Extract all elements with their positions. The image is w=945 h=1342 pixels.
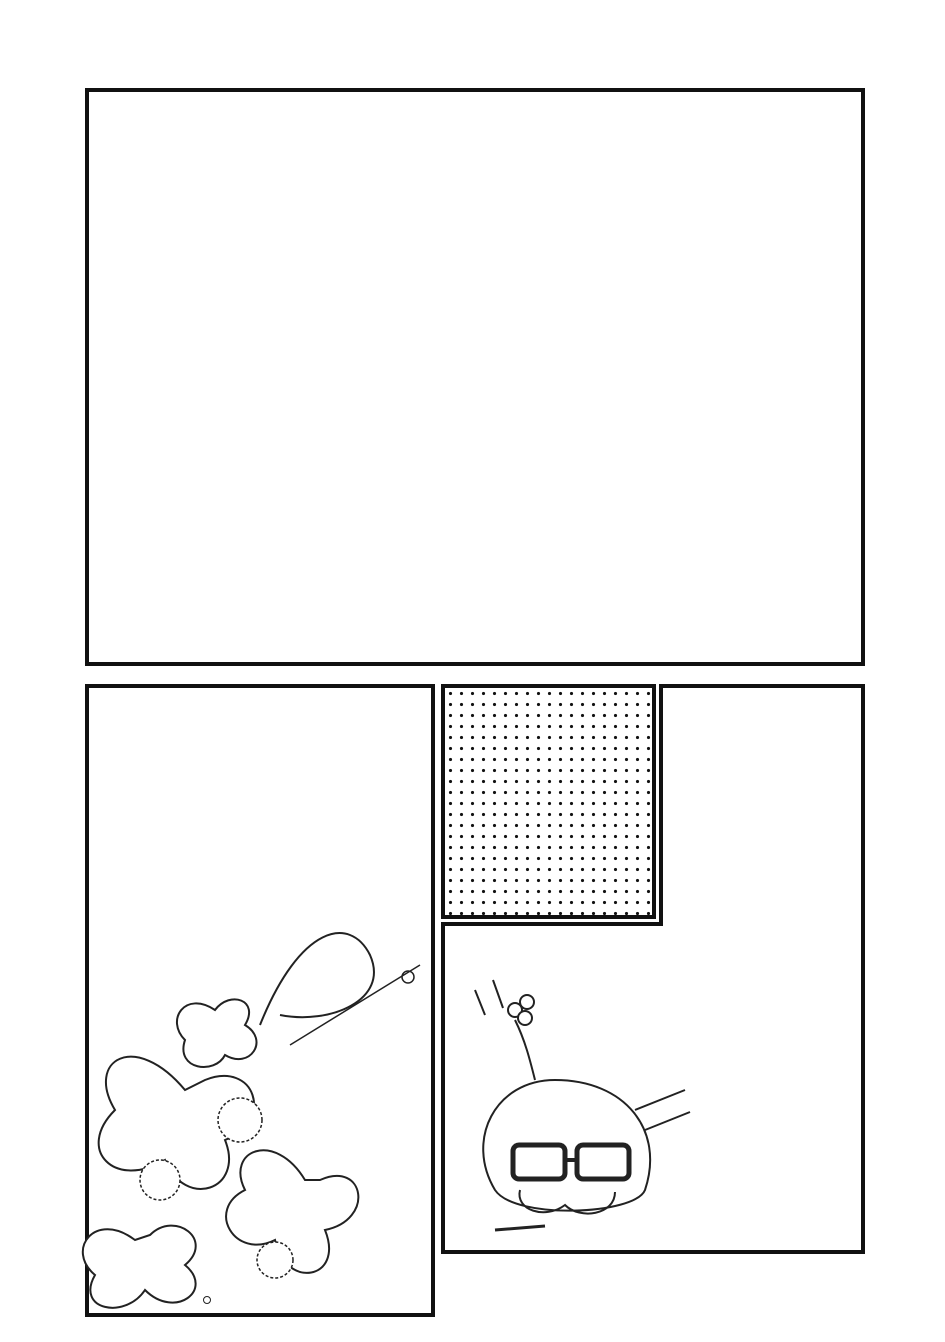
clover-flowers-icon xyxy=(75,1000,395,1320)
chibi-character-icon xyxy=(455,960,695,1250)
afterword-text-panel xyxy=(85,88,865,666)
decor-dot xyxy=(203,1296,211,1304)
